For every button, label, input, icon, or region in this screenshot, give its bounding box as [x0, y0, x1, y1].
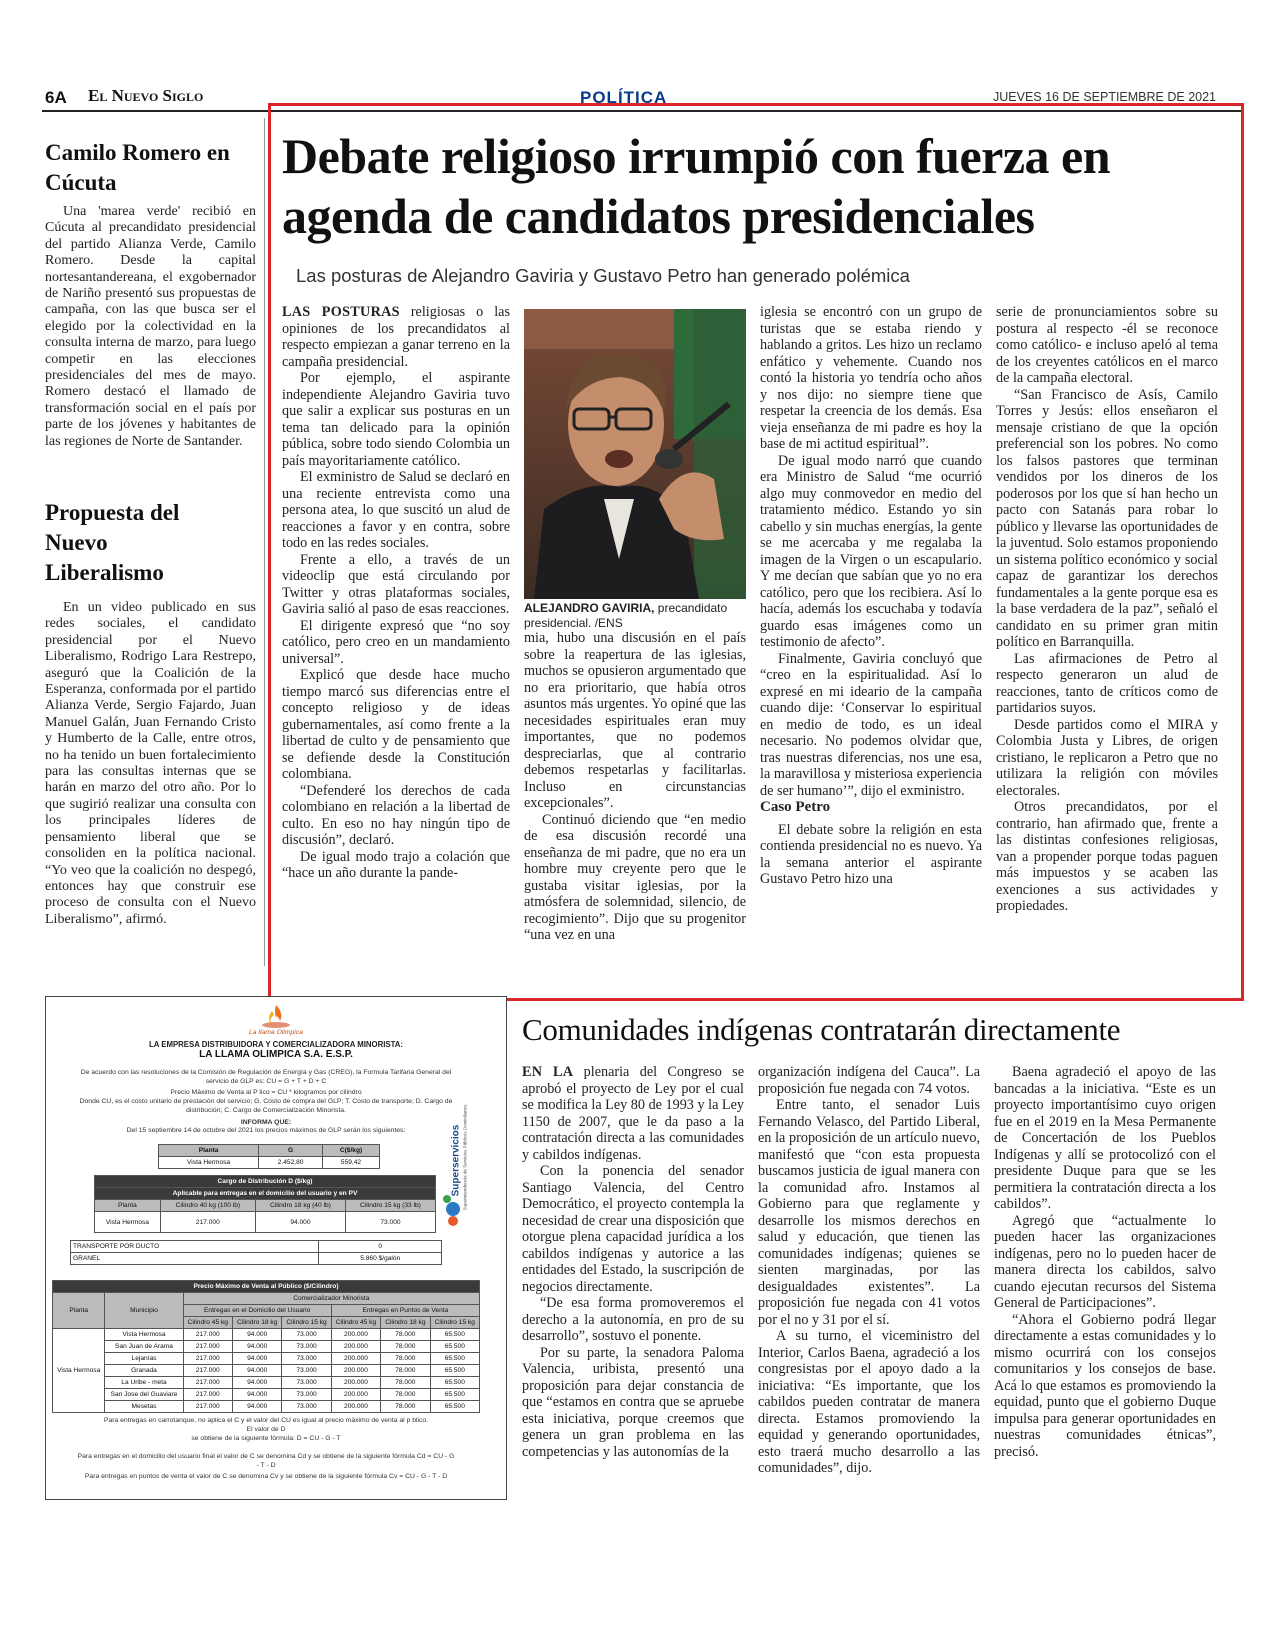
t4-col-municipio: Municipio [105, 1293, 183, 1329]
t4-row [53, 1329, 480, 1341]
t4-r0-c0: Vista Hermosa [105, 1329, 183, 1341]
t4-row [53, 1353, 480, 1365]
t4-r5-c1: 217.000 [183, 1389, 232, 1401]
main-col4-p1: “San Francisco de Asís, Camilo Torres y Jesús: ellos enseñaron el mensaje cristiano de que la opción preferencial son los pobres. No como los falsos pastores que terminan vendidos por los dineros de los poderosos por los que sí han hecho un pacto con Satanás para robar lo público y llevarse las oportunidades de la juventud. Solo estamos proponiendo un sistema político económico y social capaz de garantizar los derechos fundamentales a la gente porque esa es la base verdadera de la paz”, señaló el candidato en su primer gran mitin político en Barranquilla. [996, 386, 1218, 650]
t3-r0-c0: TRANSPORTE POR DUCTO [71, 1241, 319, 1253]
t4-r1-c5: 78.000 [381, 1341, 430, 1353]
caption-text: precandidato presidencial. /ENS [524, 601, 728, 630]
sidebar-story2-body [45, 600, 256, 928]
superservicios-sub: Superintendencia de Servicios Públicos Domiciliarios [462, 1104, 468, 1211]
t2-subtitle: Aplicable para entregas en el domicilio del usuario y en PV [95, 1188, 436, 1200]
t4-cyl4: Cilindro 18 kg [381, 1317, 430, 1329]
t4-r5-c0: San Jose del Guaviare [105, 1389, 183, 1401]
main-col1-p5: Explicó que desde hace mucho tiempo marcó sus diferencias entre el concepto religioso y de ideas gubernamentales, así como frente a la libertad de culto y de pensamiento que se defiende desde la Constitución colombiana. [282, 667, 510, 782]
ad-foot-2: El valor de D [246, 1426, 286, 1433]
second-col1-p3: Por su parte, la senadora Paloma Valencia, uribista, presentó una proposición para dejar constancia de que “estamos en contra que se apruebe esta iniciativa, porque creemos que genera un gran problema en las competencias y las autonomías de la [522, 1344, 744, 1460]
t4-r6-c4: 200.000 [331, 1401, 380, 1413]
second-col3-p2: “Ahora el Gobierno podrá llegar directamente a estas comunidades y lo mismo ocurrirá con los consejos comunitarios y los consejos de base. Acá lo que estamos es promoviendo la equidad, punto que el gobierno Duque impulsa para generar oportunidades en nuestras comunidades étnicas”, precisó. [994, 1311, 1216, 1460]
t4-r4-c6: 65.500 [430, 1377, 479, 1389]
sidebar-story2-text: En un video publicado en sus redes sociales, el candidato presidencial por el Nuevo Liberalismo, Rodrigo Lara Restrepo, aseguró que la Coalición de la Esperanza, conformada por el partido Alianza Verde, Sergio Fajardo, Juan Manuel Galán, Juan Fernando Cristo y Humberto de la Calle, entre otros, no ha tenido un buen fortalecimiento para las consultas internas que se harán en marzo del otro año. Por lo que sugirió realizar una consulta con los principales líderes de pensamiento liberal que se consoliden en la política nacional. “Yo veo que la coalición no despegó, entonces hay que construir ese proceso de consulta con el Nuevo Liberalismo”, afirmó. [45, 600, 256, 927]
t4-r0-c3: 73.000 [282, 1329, 331, 1341]
t3-r0-c1: 0 [319, 1241, 442, 1253]
t4-r6-c1: 217.000 [183, 1401, 232, 1413]
t4-r5-c2: 94.000 [232, 1389, 281, 1401]
sidebar-story1-text: Una 'marea verde' recibió en Cúcuta al precandidato presidencial del partido Alianza Verde, Camilo Romero. Desde la capital nortesantandereana, el exgobernador de Nariño presentó sus propuestas de campaña, con las que busca ser el elegido por la colectividad en la consulta interna de marzo, para luego competir en las elecciones presidenciales del mes de mayo. Romero destacó el llamado de transformación social en el país por parte de los jóvenes y habitantes de las regiones de Norte de Santander. [45, 204, 256, 449]
t3-r1-c1: 5.860 $/galón [319, 1253, 442, 1265]
ad-logo-text: La llama Olimpica [248, 1029, 304, 1036]
sidebar-story1-body [45, 204, 256, 450]
t4-r1-c2: 94.000 [232, 1341, 281, 1353]
masthead: El Nuevo Siglo [88, 86, 204, 105]
main-col4-p4: Otros precandidatos, por el contrario, han afirmado que, frente a las distintas confesiones religiosas, van a propender porque todas paguen más impuestos y se acaben las exenciones a sus actividades y propiedades. [996, 799, 1218, 914]
t2-h0: Planta [95, 1200, 161, 1212]
second-lead-in: EN LA [522, 1064, 574, 1080]
second-col1-p1: Con la ponencia del senador Santiago Valencia, del Centro Democrático, el proyecto contempla la necesidad de crear una disposición que otorgue plena capacidad jurídica a los cabildos indígenas y autorice a las entidades del Estado, la suscripción de negocios directamente. [522, 1163, 744, 1295]
main-headline: Debate religioso irrumpió con fuerza en agenda de candidatos presidenciales [282, 128, 1111, 244]
second-col3-p1: Agregó que “actualmente lo pueden hacer las organizaciones indígenas, pero no lo pueden hacer de manera directa los cabildos, salvo cuando ejecutan recursos del Sistema General de Participaciones”. [994, 1212, 1216, 1311]
t4-row [53, 1401, 480, 1413]
main-col3-tail: El debate sobre la religión en esta contienda presidencial no es nuevo. Ya la semana anterior el aspirante Gustavo Petro hizo una [760, 821, 982, 887]
ad-title-1: LA EMPRESA DISTRIBUIDORA Y COMERCIALIZADORA MINORISTA: [149, 1040, 403, 1049]
ad-foot-5: Para entregas en puntos de venta el valor de C se denomina Cv y se obtiene de la siguiente fórmula Cv = CU - G - T - D [84, 1473, 448, 1480]
t4-r4-c3: 73.000 [282, 1377, 331, 1389]
main-col4-p0: serie de pronunciamientos sobre su postura al respecto -él se reconoce como católico- e incluso apeló al tema de los creyentes católicos en el marco de la campaña electoral. [996, 304, 1218, 386]
t4-r1-c0: San Juan de Arama [105, 1341, 183, 1353]
t4-r1-c1: 217.000 [183, 1341, 232, 1353]
t4-group: Comercializador Minorista [183, 1293, 479, 1305]
t4-r5-c6: 65.500 [430, 1389, 479, 1401]
second-col-1 [522, 1064, 744, 1460]
caso-petro-subhead: Caso Petro [760, 799, 831, 815]
t4-cyl1: Cilindro 18 kg [232, 1317, 281, 1329]
main-col1-p6: “Defenderé los derechos de cada colombiano en relación a la libertad de culto. En eso no hay ningún tipo de discusión”, declaró. [282, 782, 510, 848]
t4-r1-c4: 200.000 [331, 1341, 380, 1353]
t1-h1: G [259, 1145, 323, 1157]
ad-table-distribution [94, 1175, 436, 1233]
t3-r1-c0: GRANEL [71, 1253, 319, 1265]
ad-title-2: LA LLAMA OLIMPICA S.A. E.S.P. [199, 1049, 353, 1060]
t4-title: Precio Máximo de Venta al Público ($/Cilindro) [53, 1281, 480, 1293]
t4-r3-c5: 78.000 [381, 1365, 430, 1377]
t4-r2-c1: 217.000 [183, 1353, 232, 1365]
ad-table-transport [70, 1240, 442, 1265]
page-number: 6A [45, 88, 67, 107]
t4-r3-c3: 73.000 [282, 1365, 331, 1377]
t4-cyl5: Cilindro 15 kg [430, 1317, 479, 1329]
main-col3-p0: iglesia se encontró con un grupo de turistas que se estaba riendo y hablando a gritos. Les hizo un reclamo enfático y vehemente. Cuando nos contó la historia yo tendría ocho años y nos dijo: no siempre tiene que respetar la creencia de los demás. Esa vieja enseñanza de mi padre es hoy la base de mi actitud espiritual”. [760, 304, 982, 452]
main-col1-p3: Frente a ello, a través de un videoclip que está circulando por Twitter y otras plataformas sociales, Gaviria salió al paso de esas reacciones. [282, 551, 510, 617]
sidebar-story1-title: Camilo Romero en Cúcuta [45, 140, 230, 195]
t4-r4-c1: 217.000 [183, 1377, 232, 1389]
t2-c0: Vista Hermosa [95, 1212, 161, 1233]
t4-row [53, 1341, 480, 1353]
ad-info-text: Del 15 septiembre 14 de octubre del 2021 los precios máximos de GLP serán los siguientes: [126, 1127, 406, 1134]
gas-price-ad [45, 996, 507, 1500]
t4-r6-c2: 94.000 [232, 1401, 281, 1413]
t2-h2: Cilindro 18 kg (40 lb) [255, 1200, 345, 1212]
ad-intro-3: Donde CU, es el costo unitario de prestación del servicio; G. Costo de compra del GLP; T. Costo de transporte; D. Cargo de distribución; C. Cargo de Comercialización Minorista. [79, 1098, 453, 1114]
t4-cyl3: Cilindro 45 kg [331, 1317, 380, 1329]
caption-name: ALEJANDRO GAVIRIA, [524, 601, 655, 615]
second-col-3 [994, 1064, 1216, 1460]
t4-row [53, 1389, 480, 1401]
t4-r2-c3: 73.000 [282, 1353, 331, 1365]
t4-planta: Vista Hermosa [53, 1329, 105, 1413]
t2-c3: 73.000 [345, 1212, 435, 1233]
sidebar-divider [264, 118, 265, 966]
t4-r4-c0: La Uribe - meta [105, 1377, 183, 1389]
sidebar-story2-title: Propuesta del Nuevo Liberalismo [45, 500, 180, 585]
t4-r2-c0: Lejanías [105, 1353, 183, 1365]
t4-r3-c1: 217.000 [183, 1365, 232, 1377]
t4-r3-c2: 94.000 [232, 1365, 281, 1377]
t4-r5-c4: 200.000 [331, 1389, 380, 1401]
ad-foot-4: Para entregas en el domicilio del usuario final el valor de C se denomina Cd y se obtiene de la siguiente fórmula Cd = CU - G - T - D [77, 1453, 455, 1469]
main-col2-p1: Continuó diciendo que “en medio de esa discusión recordé una enseñanza de mi padre, que no era un hombre muy creyente pero que le gustaba visitar iglesias, por la atmósfera de solemnidad, silencio, de recogimiento”. Dijo que su progenitor “una vez en una [524, 811, 746, 943]
ad-info-title: INFORMA QUE: [240, 1119, 292, 1126]
t1-c2: 559,42 [323, 1157, 380, 1169]
t4-r0-c1: 217.000 [183, 1329, 232, 1341]
ad-intro-2: Precio Máximo de Venta al P lico = CU * kilogramos por cilindro [170, 1089, 362, 1096]
t4-r6-c0: Mesetas [105, 1401, 183, 1413]
t4-r3-c6: 65.500 [430, 1365, 479, 1377]
t2-c1: 217.000 [160, 1212, 255, 1233]
t4-r4-c2: 94.000 [232, 1377, 281, 1389]
t4-r2-c6: 65.500 [430, 1353, 479, 1365]
main-col1-p2: El exministro de Salud se declaró en una reciente entrevista como una persona atea, lo que suscitó un alud de reacciones a favor y en contra, sobre todo en las redes sociales. [282, 469, 510, 551]
t4-r1-c3: 73.000 [282, 1341, 331, 1353]
t4-col-planta: Planta [53, 1293, 105, 1329]
t2-title: Cargo de Distribución D ($/kg) [95, 1176, 436, 1188]
ad-intro-1: De acuerdo con las resoluciones de la Comisión de Regulación de Energía y Gas (CREG), la Formula Tarifaria General del servicio de GLP es: CU = G + T + D + C [80, 1069, 452, 1085]
t4-r5-c5: 78.000 [381, 1389, 430, 1401]
t4-r1-c6: 65.500 [430, 1341, 479, 1353]
second-col3-p0: Baena agradeció el apoyo de las bancadas a la iniciativa. “Este es un proyecto importantísimo cuyo origen fue en el 2019 en la Mesa Permanente de Concertación de los Pueblos Indígenas y allí se protocolizó con el presidente Duque para que se les permitiera la contratación directa a los cabildos”. [994, 1064, 1216, 1212]
t4-r3-c0: Granada [105, 1365, 183, 1377]
t4-r2-c4: 200.000 [331, 1353, 380, 1365]
t4-cyl2: Cilindro 15 kg [282, 1317, 331, 1329]
main-col4-p2: Las afirmaciones de Petro al respecto generaron un alud de reacciones, tanto de críticos como de partidarios suyos. [996, 650, 1218, 716]
main-subheadline: Las posturas de Alejandro Gaviria y Gustavo Petro han generado polémica [296, 265, 910, 286]
second-col-2 [758, 1064, 980, 1477]
main-col2-p0: mia, hubo una discusión en el país sobre la reapertura de las iglesias, muchos se opusieron argumentado que no era prioritario, que había otros asuntos más urgentes. Yo opiné que las necesidades espirituales eran muy importantes, que no podemos despreciarlas, que al contrario debemos respetarlas y facilitarlas. Incluso en circunstancias excepcionales”. [524, 630, 746, 811]
t4-cyl0: Cilindro 45 kg [183, 1317, 232, 1329]
t4-r2-c2: 94.000 [232, 1353, 281, 1365]
t4-r6-c6: 65.500 [430, 1401, 479, 1413]
main-col1-p7: De igual modo trajo a colación que “hace un año durante la pande- [282, 848, 510, 881]
t4-r0-c5: 78.000 [381, 1329, 430, 1341]
t1-h2: C($/kg) [323, 1145, 380, 1157]
t1-c0: Vista Hermosa [159, 1157, 259, 1169]
t4-row [53, 1365, 480, 1377]
t1-c1: 2.452,80 [259, 1157, 323, 1169]
t4-r4-c4: 200.000 [331, 1377, 380, 1389]
section-label: POLÍTICA [580, 88, 668, 107]
issue-date: JUEVES 16 DE SEPTIEMBRE DE 2021 [993, 90, 1217, 104]
second-col2-p1: Entre tanto, el senador Luis Fernando Velasco, del Partido Liberal, en la proposición de un artículo nuevo, manifestó que “con esta propuesta buscamos justicia de igual manera con la comunidad afro. Instamos al Gobierno para que reglamente y desarrolle los mismos derechos en salud y educación, que tienen las comunidades indígenas; quienes se sienten marginadas, por las desigualdades existentes”. La proposición fue negada con 41 votos por el no y 31 por el sí. [758, 1097, 980, 1328]
t4-r3-c4: 200.000 [331, 1365, 380, 1377]
second-col2-p2: A su turno, el viceministro del Interior, Carlos Baena, agradeció a los congresistas por el apoyo dado a la iniciativa: “Es importante, que los cabildos pueden contratar de manera directa. Estamos promoviendo la equidad y generando oportunidades, esto traerá mucho desarrollo a las comunidades”, dijo. [758, 1328, 980, 1476]
t4-r4-c5: 78.000 [381, 1377, 430, 1389]
ad-table-prices [52, 1280, 480, 1413]
second-col2-p0: organización indígena del Cauca”. La proposición fue negada con 74 votos. [758, 1064, 980, 1097]
second-col1-p2: “De esa forma promoveremos el derecho a la autonomía, en pro de su desarrollo”, sostuvo el ponente. [522, 1295, 744, 1344]
t4-r6-c3: 73.000 [282, 1401, 331, 1413]
t4-r0-c6: 65.500 [430, 1329, 479, 1341]
t4-r0-c4: 200.000 [331, 1329, 380, 1341]
main-col3-p1: De igual modo narró que cuando era Ministro de Salud “me ocurrió algo muy conmovedor en medio del tratamiento médico. Estando yo sin cabello y sin muchas energías, la gente se me acercaba y me regalaba la imagen de la Virgen o un escapulario. Y me decían que sabían que yo no era católico, pero que los recibiera. Así lo hacía, además los escuchaba y todavía guardo esas imágenes como un testimonio de afecto”. [760, 452, 982, 650]
t2-h1: Cilindro 40 kg (100 lb) [160, 1200, 255, 1212]
main-col1-p0: religiosas o las opiniones de los precandidatos al respecto empiezan a ganar terreno en la campaña presidencial. [282, 304, 510, 370]
main-col4-p3: Desde partidos como el MIRA y Colombia Justa y Libres, de origen cristiano, le replicaron a Petro que no utilizara la religión con móviles electorales. [996, 716, 1218, 799]
t4-sub1: Entregas en el Domicilio del Usuario [183, 1305, 331, 1317]
main-col1-p1: Por ejemplo, el aspirante independiente Alejandro Gaviria tuvo que salir a explicar sus posturas en un tema tan delicado para la opinión pública, sobre todo siendo Colombia un país mayoritariamente católico. [282, 370, 510, 469]
ad-foot-1: Para entregas en carrotanque, no aplica el C y el valor del CU es igual al precio máximo de venta al p blico. [103, 1417, 429, 1424]
second-headline: Comunidades indígenas contratarán directamente [522, 1012, 1121, 1047]
main-col3-p2: Finalmente, Gaviria concluyó que “creo en la espiritualidad. Así lo expresé en mi ideario de la campaña cuando dije: ‘Conservar lo espiritual en medio de todo, es un ideal necesario. No podemos olvidar que, tras nuestras diferencias, nos une esa, la maravillosa y misteriosa experiencia de ser humano’”, dijo el exministro. [760, 650, 982, 799]
t4-r2-c5: 78.000 [381, 1353, 430, 1365]
t2-h3: Cilindro 15 kg (33 lb) [345, 1200, 435, 1212]
t4-r0-c2: 94.000 [232, 1329, 281, 1341]
t4-r5-c3: 73.000 [282, 1389, 331, 1401]
highlight-frame [268, 103, 1244, 1001]
ad-table-g-c [158, 1144, 380, 1169]
second-col1-p0: plenaria del Congreso se aprobó el proyecto de Ley por el cual se modifica la Ley 80 de 1993 y la Ley 1150 de 2007, que le da paso a la contratación directa a las comunidades y cabildos indígenas. [522, 1064, 745, 1163]
t2-c2: 94.000 [255, 1212, 345, 1233]
t4-row [53, 1377, 480, 1389]
t4-r6-c5: 78.000 [381, 1401, 430, 1413]
main-col1-p4: El dirigente expresó que “no soy católico, pero creo en un mandamiento universal”. [282, 617, 510, 667]
main-lead-in: LAS POSTURAS [282, 304, 400, 320]
t4-sub2: Entregas en Puntos de Venta [331, 1305, 479, 1317]
ad-foot-3: se obtiene de la siguiente fórmula: D = CU - G - T [191, 1435, 341, 1442]
t1-h0: Planta [159, 1145, 259, 1157]
superservicios-label: Superservicios [450, 1124, 462, 1197]
